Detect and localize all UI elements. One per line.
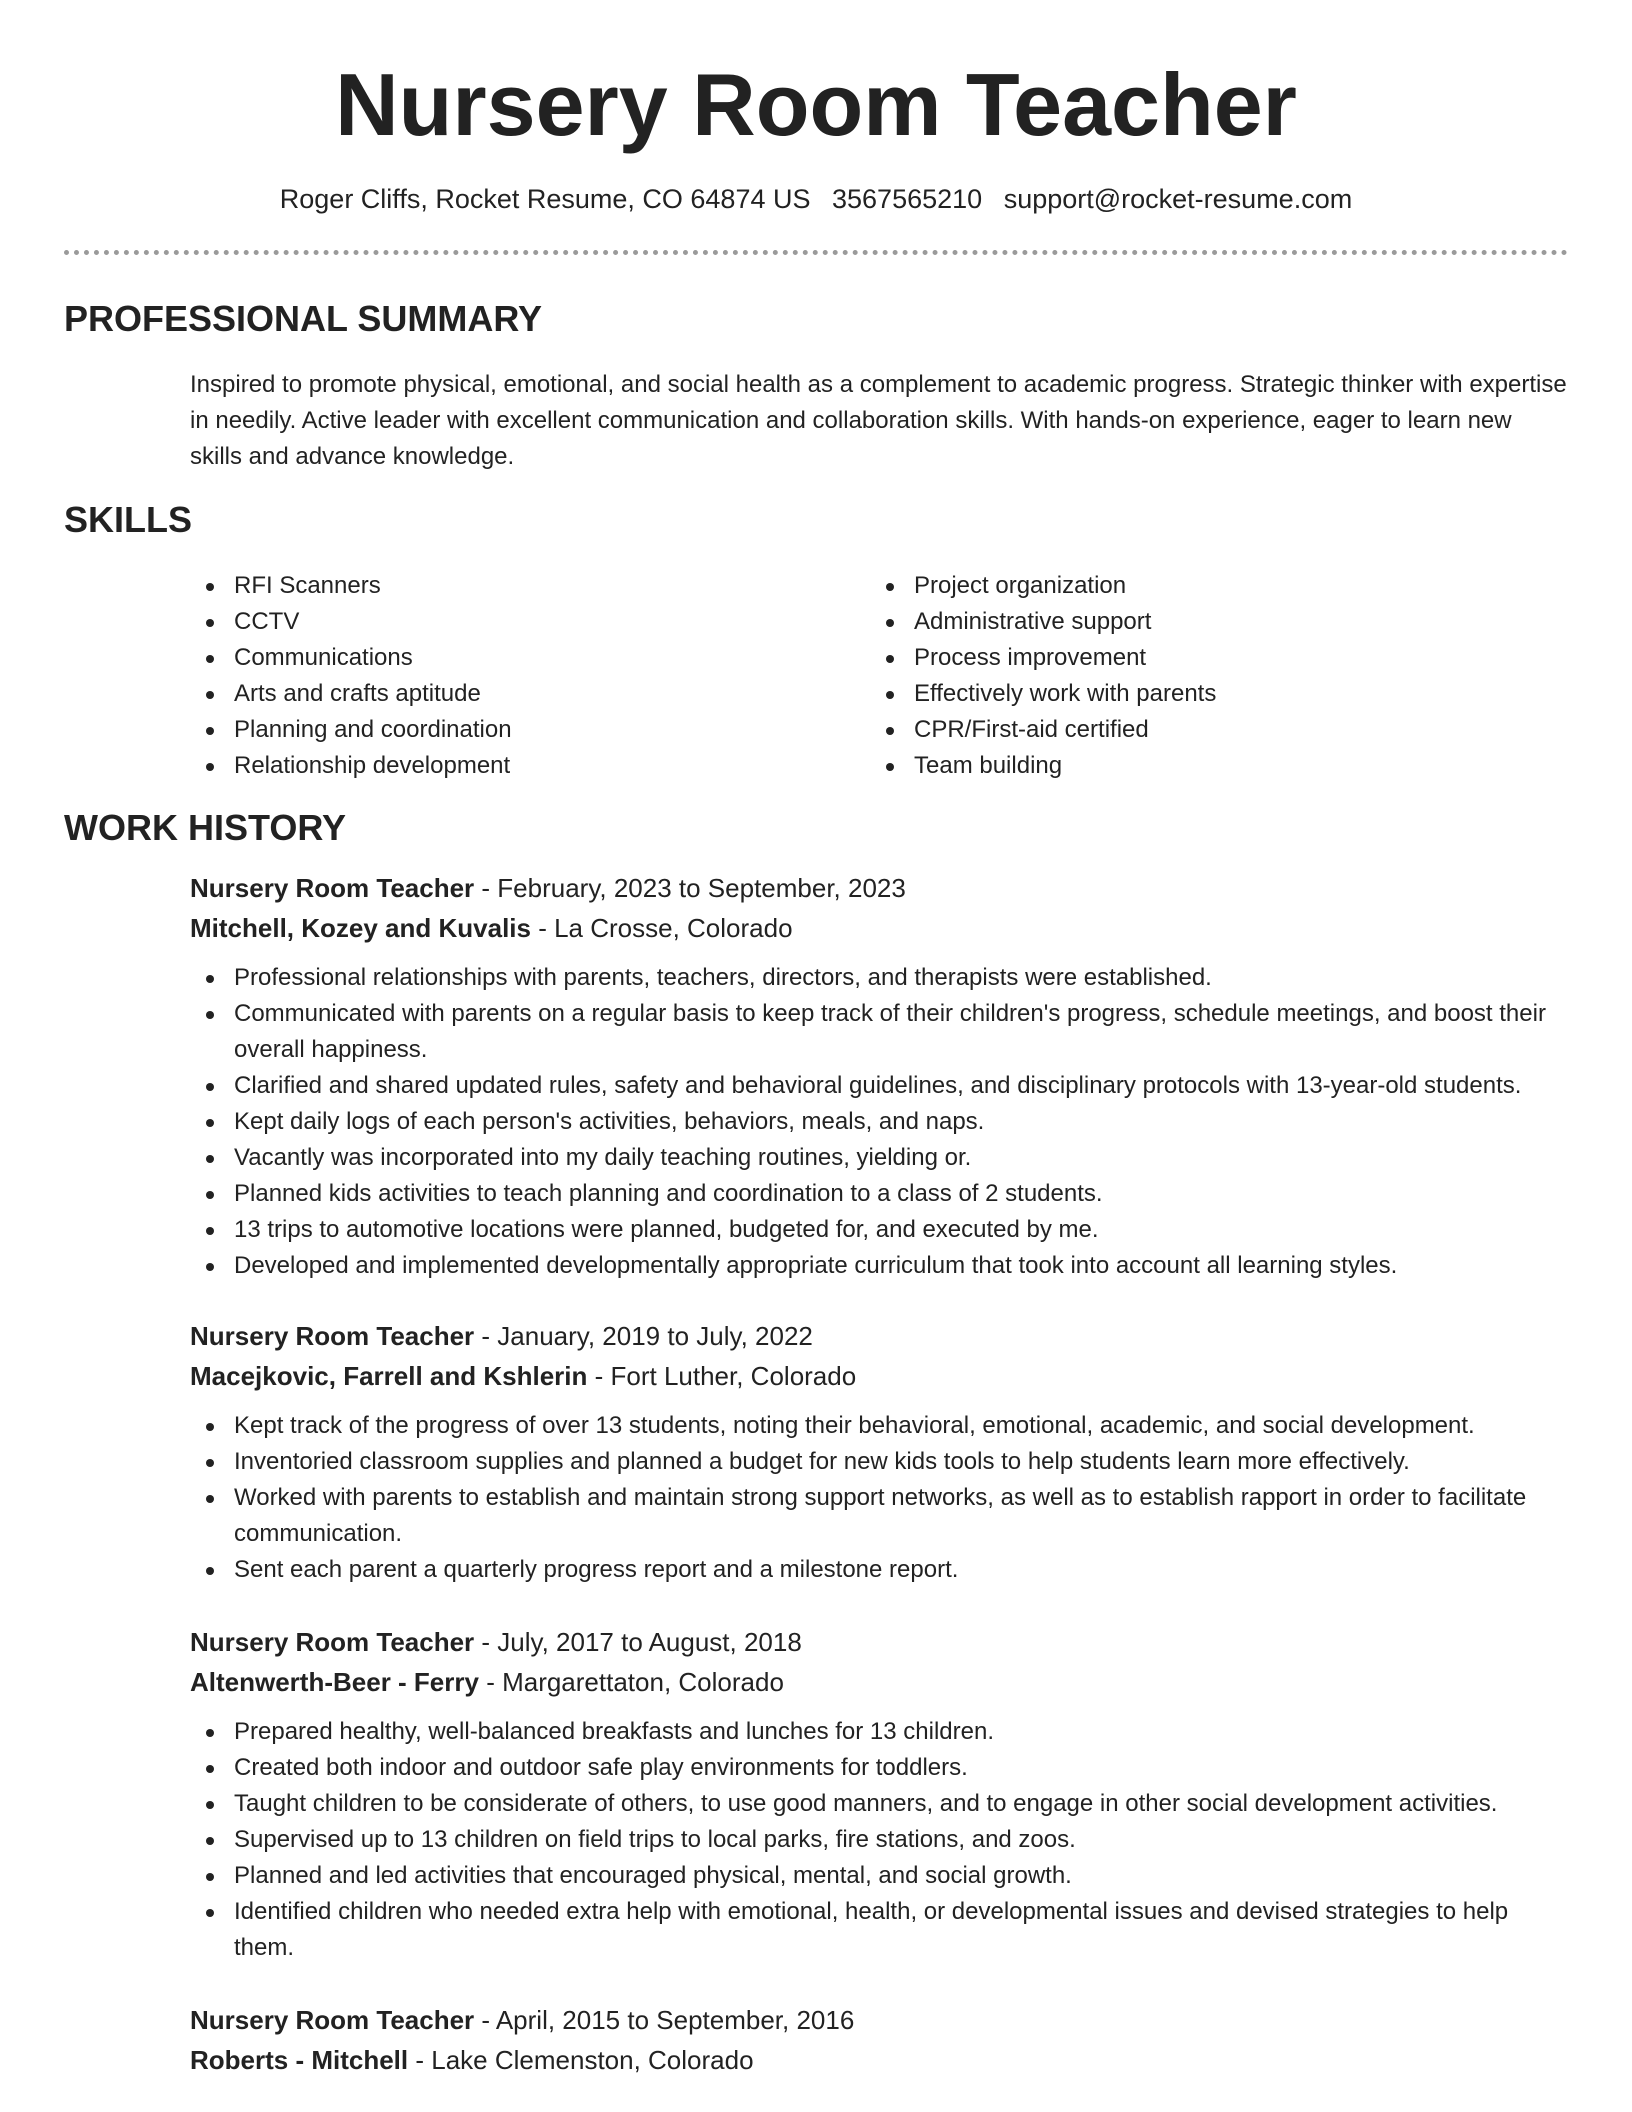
duty-item: Sent each parent a quarterly progress report and a milestone report. [190,1552,1570,1588]
skill-item: Process improvement [870,640,1510,676]
duty-item: Communicated with parents on a regular basis to keep track of their children's progress, schedule meetings, and boost their overall happiness. [190,996,1570,1068]
skill-item: Communications [190,640,830,676]
job-role: Nursery Room Teacher [190,1321,475,1351]
summary-text: Inspired to promote physical, emotional, and social health as a complement to academic progress. Strategic thinker with expertise in needily. Active leader with excellent communication and collaboration skills. With hands-on experience, eager to learn new skills and advance knowledge. [190,371,1567,470]
job-duties [190,1714,1570,1966]
job-dates: - April, 2015 to September, 2016 [474,2005,855,2035]
work-history-heading: WORK HISTORY [64,807,347,848]
job-title-line [190,2000,1570,2040]
job-role: Nursery Room Teacher [190,2005,475,2035]
job-company-line [190,1662,1570,1702]
job-duties [190,960,1570,1284]
duty-item: Identified children who needed extra help with emotional, health, or developmental issues and devised strategies to help them. [190,1894,1570,1966]
duty-item: Kept track of the progress of over 13 students, noting their behavioral, emotional, academic, and social development. [190,1408,1570,1444]
skill-item: Effectively work with parents [870,676,1510,712]
duty-item: Professional relationships with parents, teachers, directors, and therapists were established. [190,960,1570,996]
job-company: Macejkovic, Farrell and Kshlerin [190,1361,588,1391]
duty-item: Developed and implemented developmentally appropriate curriculum that took into account all learning styles. [190,1248,1570,1284]
skill-item: Arts and crafts aptitude [190,676,830,712]
duty-item: Taught children to be considerate of others, to use good manners, and to engage in other social development activities. [190,1786,1570,1822]
skills-list-left [190,568,830,784]
duty-item: 13 trips to automotive locations were planned, budgeted for, and executed by me. [190,1212,1570,1248]
resume-title: Nursery Room Teacher [335,55,1297,154]
job-title-line [190,1622,1570,1662]
duty-item: Supervised up to 13 children on field trips to local parks, fire stations, and zoos. [190,1822,1570,1858]
skill-item: Team building [870,748,1510,784]
duty-item: Vacantly was incorporated into my daily teaching routines, yielding or. [190,1140,1570,1176]
duty-item: Kept daily logs of each person's activities, behaviors, meals, and naps. [190,1104,1570,1140]
job-role: Nursery Room Teacher [190,873,475,903]
job-dates: - July, 2017 to August, 2018 [474,1627,802,1657]
contact-email: support@rocket-resume.com [1003,184,1353,214]
job-company-line [190,2040,1570,2080]
contact-phone: 3567565210 [832,184,983,214]
skill-item: CPR/First-aid certified [870,712,1510,748]
job-company-line [190,1356,1570,1396]
duty-item: Clarified and shared updated rules, safety and behavioral guidelines, and disciplinary protocols with 13-year-old students. [190,1068,1570,1104]
job-role: Nursery Room Teacher [190,1627,475,1657]
job-duties [190,1408,1570,1588]
job-dates: - February, 2023 to September, 2023 [474,873,906,903]
job-dates: - January, 2019 to July, 2022 [474,1321,813,1351]
skill-item: Administrative support [870,604,1510,640]
job-company: Roberts - Mitchell [190,2045,409,2075]
job-entry [190,2000,1570,2080]
job-location: - Fort Luther, Colorado [587,1361,857,1391]
skill-item: CCTV [190,604,830,640]
contact-address: Roger Cliffs, Rocket Resume, CO 64874 US [279,184,811,214]
skills-heading: SKILLS [64,499,193,540]
job-entry [190,868,1570,1284]
duty-item: Inventoried classroom supplies and planned a budget for new kids tools to help students learn more effectively. [190,1444,1570,1480]
duty-item: Created both indoor and outdoor safe play environments for toddlers. [190,1750,1570,1786]
job-title-line [190,868,1570,908]
job-location: - La Crosse, Colorado [530,913,793,943]
duty-item: Prepared healthy, well-balanced breakfasts and lunches for 13 children. [190,1714,1570,1750]
job-location: - Lake Clemenston, Colorado [408,2045,754,2075]
job-title-line [190,1316,1570,1356]
skill-item: Relationship development [190,748,830,784]
job-company-line [190,908,1570,948]
duty-item: Planned kids activities to teach planning and coordination to a class of 2 students. [190,1176,1570,1212]
header-divider [64,250,1568,255]
duty-item: Worked with parents to establish and maintain strong support networks, as well as to establish rapport in order to facilitate communication. [190,1480,1570,1552]
skill-item: RFI Scanners [190,568,830,604]
job-entry [190,1316,1570,1588]
job-location: - Margarettaton, Colorado [478,1667,784,1697]
skills-list-right [870,568,1510,784]
job-company: Mitchell, Kozey and Kuvalis [190,913,531,943]
summary-heading: PROFESSIONAL SUMMARY [64,298,543,339]
duty-item: Planned and led activities that encouraged physical, mental, and social growth. [190,1858,1570,1894]
skill-item: Planning and coordination [190,712,830,748]
contact-line [0,181,1632,217]
skill-item: Project organization [870,568,1510,604]
job-company: Altenwerth-Beer - Ferry [190,1667,479,1697]
job-entry [190,1622,1570,1966]
